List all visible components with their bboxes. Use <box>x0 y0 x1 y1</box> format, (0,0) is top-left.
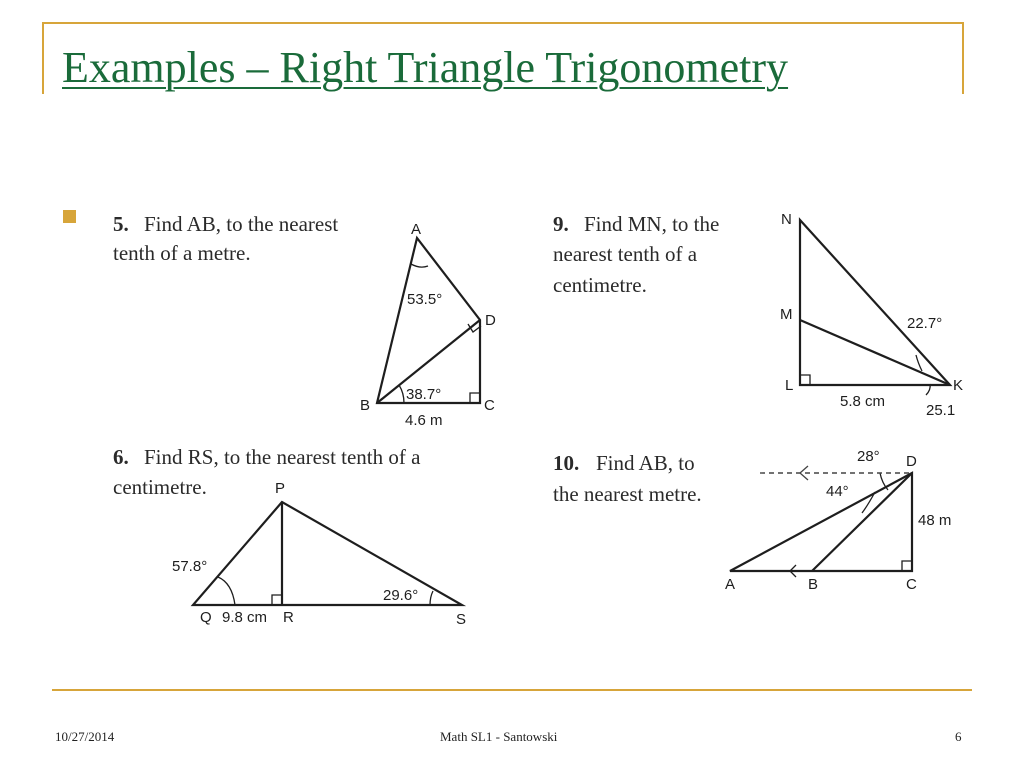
p9-side-lk: 5.8 cm <box>840 393 886 410</box>
right-border <box>962 22 964 94</box>
p9-text-line2: nearest tenth of a <box>553 242 698 266</box>
p5-right-angle-c <box>470 393 480 403</box>
p5-angle-arc-b <box>399 385 404 403</box>
p9-label-l: L <box>785 377 794 394</box>
problems-figure <box>100 195 980 645</box>
p6-number: 6. <box>113 445 129 469</box>
p10-text-line2: the nearest metre. <box>553 482 702 506</box>
p5-angle-53: 53.5° <box>407 291 443 308</box>
problems-svg <box>100 195 980 645</box>
p6-label-r: R <box>283 609 294 626</box>
p9-label-n: N <box>781 211 792 228</box>
p5-text-line2: tenth of a metre. <box>113 241 251 265</box>
p6-text-line2: centimetre. <box>113 475 207 499</box>
p9-angle-arc-1 <box>916 355 922 371</box>
p10-angle-28: 28° <box>857 448 880 465</box>
p6-angle-arc-q <box>218 577 235 605</box>
footer-course: Math SL1 - Santowski <box>440 729 558 744</box>
p6-text-line1: Find RS, to the nearest tenth of a <box>144 445 421 469</box>
p6-angle-arc-s <box>430 591 433 605</box>
p9-text-line3: centimetre. <box>553 273 647 297</box>
slide-title: Examples – Right Triangle Trigonometry <box>62 43 789 92</box>
p9-label-m: M <box>780 306 793 323</box>
p5-angle-38: 38.7° <box>406 386 442 403</box>
p5-side-bc: 4.6 m <box>405 412 443 429</box>
p6-right-angle-r <box>272 595 282 605</box>
p5-angle-arc-a <box>411 264 428 267</box>
left-border <box>42 22 44 94</box>
p6-label-p: P <box>275 480 286 497</box>
top-border <box>42 22 964 24</box>
p5-triangle <box>377 238 480 403</box>
p6-angle-29: 29.6° <box>383 587 419 604</box>
p10-label-a: A <box>725 576 736 593</box>
p10-label-b: B <box>808 576 819 593</box>
p5-label-a: A <box>411 221 422 238</box>
p9-number: 9. <box>553 212 569 236</box>
p5-label-c: C <box>484 397 495 414</box>
p6-triangle <box>193 502 462 605</box>
p5-text-line1: Find AB, to the nearest <box>144 212 339 236</box>
p6-label-s: S <box>456 611 467 628</box>
p5-label-d: D <box>485 312 496 329</box>
p10-angle-44: 44° <box>826 483 849 500</box>
footer-page-number: 6 <box>955 729 962 744</box>
p6-angle-57: 57.8° <box>172 558 208 575</box>
p6-label-q: Q <box>200 609 212 626</box>
p9-text-line1: Find MN, to the <box>584 212 720 236</box>
p10-triangle <box>730 473 912 571</box>
footer-date: 10/27/2014 <box>55 729 115 744</box>
p9-label-k: K <box>953 377 964 394</box>
p10-number: 10. <box>553 451 580 475</box>
footer-divider <box>52 689 972 691</box>
p9-angle-25: 25.1 <box>926 402 956 419</box>
p10-right-angle-c <box>902 561 912 571</box>
p10-side-dc: 48 m <box>918 512 952 529</box>
p5-number: 5. <box>113 212 129 236</box>
p9-triangle <box>800 220 950 385</box>
p10-label-d: D <box>906 453 917 470</box>
p5-label-b: B <box>360 397 371 414</box>
p10-text-line1: Find AB, to <box>596 451 695 475</box>
p9-angle-22: 22.7° <box>907 315 943 332</box>
p10-label-c: C <box>906 576 917 593</box>
bullet-icon <box>63 210 76 223</box>
p9-right-angle-l <box>800 375 810 385</box>
p6-side-qr: 9.8 cm <box>222 609 268 626</box>
